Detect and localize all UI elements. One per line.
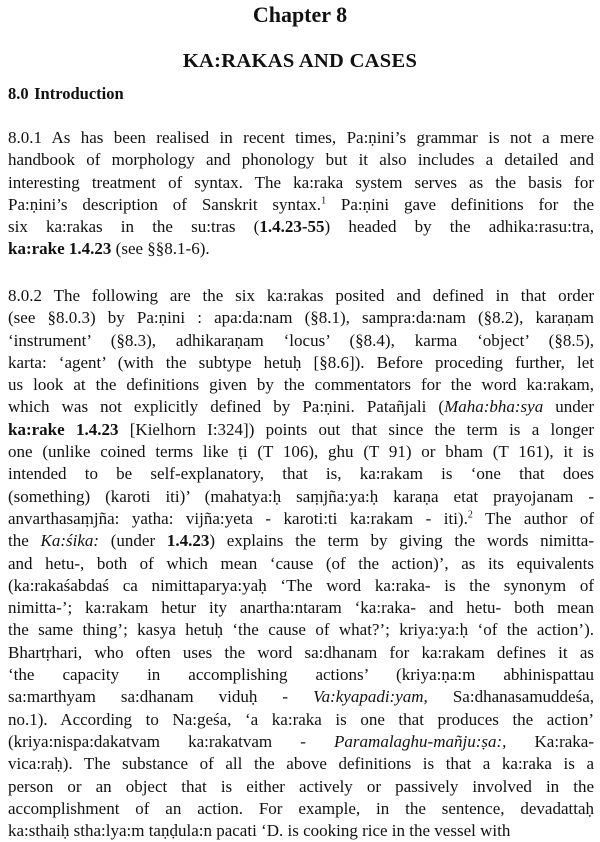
- text-line: [8, 553, 594, 575]
- text-line: [8, 374, 594, 396]
- text-run: 8.0.2 The following are the six ka:rakas posited and defined in that order: [8, 286, 594, 305]
- text-run: 1.4.23: [166, 531, 210, 551]
- text-line: [8, 530, 594, 552]
- text-run: ka:rake 1.4.23: [8, 239, 112, 259]
- text-run: vica:raḥ). The substance of all the above definitions is that a ka:raka is a: [8, 754, 594, 774]
- text-run: karta: ‘agent’ (with the subtype hetuḥ [§8.6]). Before proceding further, let: [8, 352, 594, 372]
- text-run: (ka:rakaśabdaś ca nimittaparya:yaḥ ‘The word ka:raka- is the synonym of: [8, 575, 594, 595]
- text-line: [8, 419, 594, 441]
- text-run: (see §8.0.3) by Pa:ṇini : apa:da:nam (§8.1), sampra:da:nam (§8.2), karaṇam: [8, 308, 594, 328]
- text-run: handbook of morphology and phonology but it also includes a detailed and: [8, 150, 594, 170]
- text-line: [8, 441, 594, 463]
- text-line: [8, 149, 594, 171]
- paragraph-8-0-1: [8, 127, 594, 261]
- text-line: [8, 127, 594, 149]
- text-run: (under: [99, 531, 167, 551]
- text-run: nimitta-’; ka:rakam hetur ity anartha:ntaram ‘ka:raka- and hetu- both mean: [8, 598, 594, 618]
- text-line: [8, 575, 594, 597]
- paragraph-8-0-2: [8, 285, 594, 842]
- text-line: [8, 396, 594, 418]
- text-run: ) headed by the adhika:rasu:tra,: [324, 217, 594, 237]
- text-run: Sa:dhanasamuddeśa,: [427, 687, 594, 707]
- text-line: [8, 664, 594, 686]
- text-run: (see §§8.1-6).: [111, 239, 210, 259]
- text-line: [8, 238, 594, 260]
- text-run: anvarthasaṃjña: yatha: vijña:yeta - karoti:ti ka:rakam - iti).: [8, 508, 468, 528]
- text-run: [Kielhorn I:324]) points out that since the term is a longer: [118, 419, 594, 439]
- text-run: Pa:ṇini gave definitions for the: [326, 194, 594, 214]
- text-run: ‘instrument’ (§8.3), adhikaraṇam ‘locus’ (§8.4), karma ‘object’ (§8.5),: [8, 330, 594, 350]
- text-line: [8, 216, 594, 238]
- text-run: Va:kyapadi:yam,: [313, 687, 428, 707]
- text-line: [8, 820, 594, 842]
- text-run: Maha:bha:sya: [444, 397, 544, 417]
- text-line: [8, 776, 594, 798]
- text-run: 1.4.23-55: [259, 217, 325, 237]
- text-run: 8.0.1 As has been realised in recent times, Pa:ṇini’s grammar is not a mere: [8, 128, 594, 147]
- text-run: which was not explicitly defined by Pa:ṇini. Patañjali (: [8, 397, 445, 417]
- text-run: sa:marthyam sa:dhanam viduḥ -: [8, 687, 314, 707]
- text-run: ‘the capacity in accomplishing actions’ (kriya:ṇa:m abhinispattau: [8, 665, 594, 685]
- text-run: the same thing’; kasya hetuḥ ‘the cause of what?’; kriya:ya:ḥ ‘of the action’).: [8, 620, 594, 640]
- text-run: Paramalaghu-mañju:ṣa:,: [334, 731, 507, 751]
- text-line: [8, 330, 594, 352]
- text-line: [8, 285, 594, 307]
- text-run: one (unlike coined terms like ṭi (T 106), ghu (T 91) or bham (T 161), it is: [8, 442, 594, 462]
- text-line: [8, 486, 594, 508]
- text-line: [8, 709, 594, 731]
- text-line: [8, 352, 594, 374]
- text-run: accomplishment of an action. For example, in the sentence, devadattaḥ: [8, 798, 594, 818]
- text-run: six ka:rakas in the su:tras (: [8, 217, 260, 237]
- text-line: [8, 172, 594, 194]
- text-run: (kriya:nispa:dakatvam ka:rakatvam -: [8, 731, 335, 751]
- text-run: Pa:ṇini’s description of Sanskrit syntax.: [8, 194, 322, 214]
- text-line: [8, 597, 594, 619]
- text-line: [8, 731, 594, 753]
- text-run: ka:rake 1.4.23: [8, 419, 119, 439]
- footnote-marker: 1: [321, 195, 327, 207]
- text-run: the: [8, 531, 41, 551]
- chapter-heading: Chapter 8: [252, 2, 348, 27]
- text-line: [8, 686, 594, 708]
- text-run: no.1). According to Na:geśa, ‘a ka:raka is one that produces the action’: [8, 709, 594, 729]
- text-line: [8, 194, 594, 216]
- text-run: intended to be self-explanatory, that is, ka:rakam is ‘one that does: [8, 464, 594, 484]
- text-run: and hetu-, both of which mean ‘cause (of the action)’, as its equivalents: [8, 553, 594, 573]
- text-line: [8, 619, 594, 641]
- text-run: ) explains the term by giving the words nimitta-: [209, 531, 594, 551]
- section-title: Introduction: [34, 84, 124, 103]
- text-line: [8, 463, 594, 485]
- text-line: [8, 753, 594, 775]
- text-line: [8, 307, 594, 329]
- text-line: [8, 508, 594, 530]
- text-run: Bhartṛhari, who often uses the word sa:dhanam for ka:rakam defines it as: [8, 642, 594, 662]
- chapter-title: KA:RAKAS AND CASES: [182, 50, 418, 72]
- section-heading: [8, 84, 124, 104]
- section-number: 8.0: [8, 84, 29, 103]
- text-run: us look at the definitions given by the commentators for the word ka:rakam,: [8, 375, 594, 395]
- text-run: Ka:śika:: [40, 531, 100, 551]
- text-run: ka:sthaiḥ stha:lya:m taṇḍula:n pacati ‘D. is cooking rice in the vessel with: [8, 821, 511, 841]
- text-run: interesting treatment of syntax. The ka:raka system serves as the basis for: [8, 172, 594, 192]
- text-run: person or an object that is either actively or passively involved in the: [8, 776, 594, 796]
- text-run: Ka:raka-: [506, 731, 594, 751]
- text-line: [8, 642, 594, 664]
- text-line: [8, 798, 594, 820]
- text-run: The author of: [472, 508, 594, 528]
- text-run: under: [543, 397, 594, 417]
- footnote-marker: 2: [467, 509, 473, 521]
- text-run: (something) (karoti iti)’ (mahatya:ḥ saṃjña:ya:ḥ karaṇa etat prayojanam -: [8, 486, 594, 506]
